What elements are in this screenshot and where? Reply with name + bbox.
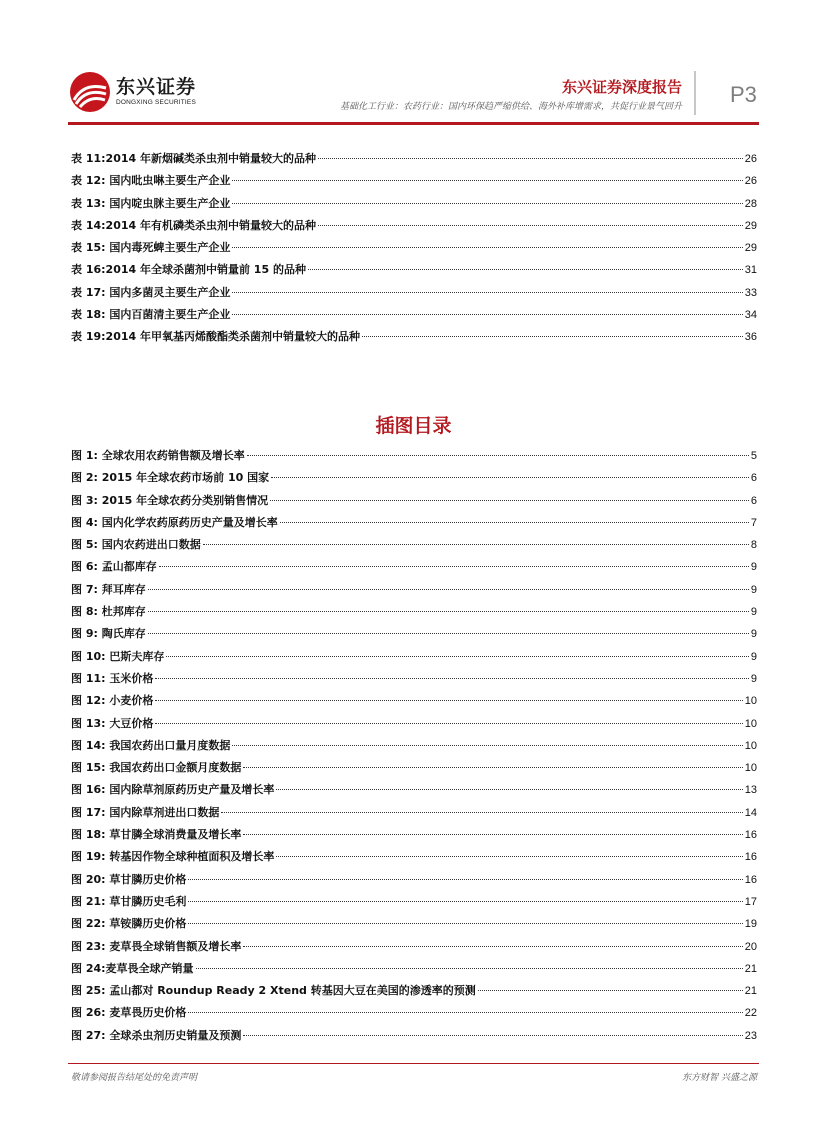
toc-entry[interactable] (71, 195, 757, 217)
toc-entry-label: 图 22: 草铵膦历史价格 (71, 917, 187, 931)
toc-entry[interactable] (71, 938, 757, 960)
toc-entry-label: 表 16:2014 年全球杀菌剂中销量前 15 的品种 (71, 263, 306, 277)
toc-entry-page: 36 (744, 331, 757, 344)
toc-entry[interactable] (71, 781, 757, 803)
toc-leader (280, 522, 749, 523)
company-logo (68, 70, 208, 114)
toc-leader (362, 336, 743, 337)
report-title: 东兴证券深度报告 (561, 78, 682, 96)
toc-leader (188, 901, 742, 902)
toc-entry[interactable] (71, 893, 757, 915)
toc-entry[interactable] (71, 871, 757, 893)
toc-leader (196, 968, 743, 969)
toc-leader (159, 566, 749, 567)
toc-entry-label: 图 25: 孟山都对 Roundup Ready 2 Xtend 转基因大豆在美国的渗透率的预测 (71, 984, 476, 998)
toc-entry-label: 图 5: 国内农药进出口数据 (71, 538, 201, 552)
toc-entry-label: 表 12: 国内吡虫啉主要生产企业 (71, 174, 231, 188)
toc-entry[interactable] (71, 469, 757, 491)
toc-entry-page: 13 (744, 784, 757, 797)
toc-entry-page: 6 (750, 494, 757, 507)
toc-entry-label: 图 17: 国内除草剂进出口数据 (71, 805, 220, 819)
toc-entry[interactable] (71, 328, 757, 350)
header-divider (694, 71, 696, 115)
toc-leader (247, 455, 749, 456)
toc-entry-label: 图 21: 草甘膦历史毛利 (71, 894, 187, 908)
footer-rule (68, 1063, 759, 1064)
toc-entry-page: 28 (744, 197, 757, 210)
toc-entry[interactable] (71, 581, 757, 603)
toc-entry[interactable] (71, 306, 757, 328)
toc-entry[interactable] (71, 915, 757, 937)
toc-leader (232, 314, 742, 315)
toc-leader (243, 1035, 742, 1036)
toc-entry-page: 20 (744, 940, 757, 953)
toc-entry-label: 表 19:2014 年甲氧基丙烯酸酯类杀菌剂中销量较大的品种 (71, 330, 360, 344)
toc-entry-label: 表 11:2014 年新烟碱类杀虫剂中销量较大的品种 (71, 152, 316, 165)
toc-leader (155, 700, 742, 701)
toc-entry-page: 9 (750, 650, 757, 663)
toc-entry-page: 19 (744, 918, 757, 931)
toc-leader (221, 812, 742, 813)
toc-entry-label: 图 9: 陶氏库存 (71, 627, 146, 641)
toc-leader (478, 990, 743, 991)
toc-entry-page: 10 (744, 739, 757, 752)
toc-leader (148, 633, 749, 634)
toc-entry-page: 6 (750, 472, 757, 485)
toc-entry[interactable] (71, 848, 757, 870)
toc-entry-page: 16 (744, 873, 757, 886)
toc-entry[interactable] (71, 715, 757, 737)
toc-leader (243, 946, 742, 947)
toc-entry-label: 图 4: 国内化学农药原药历史产量及增长率 (71, 515, 278, 529)
toc-entry-label: 图 6: 孟山都库存 (71, 560, 157, 574)
toc-entry[interactable] (71, 239, 757, 261)
toc-entry[interactable] (71, 1027, 757, 1049)
toc-entry-label: 图 2: 2015 年全球农药市场前 10 国家 (71, 471, 270, 485)
toc-entry-label: 表 17: 国内多菌灵主要生产企业 (71, 285, 231, 299)
toc-entry-page: 31 (744, 264, 757, 277)
toc-entry[interactable] (71, 1004, 757, 1026)
toc-entry-page: 17 (744, 895, 757, 908)
toc-leader (148, 611, 749, 612)
page-number: P3 (730, 82, 757, 107)
toc-entry-label: 图 1: 全球农用农药销售额及增长率 (71, 449, 245, 462)
toc-entry-page: 10 (744, 717, 757, 730)
toc-leader (243, 834, 742, 835)
toc-entry-label: 图 12: 小麦价格 (71, 694, 154, 708)
toc-entry-page: 9 (750, 583, 757, 596)
toc-leader (232, 745, 742, 746)
toc-entry-page: 14 (744, 806, 757, 819)
toc-entry[interactable] (71, 284, 757, 306)
toc-leader (232, 292, 742, 293)
figures-section-title: 插图目录 (375, 415, 452, 437)
toc-entry[interactable] (71, 447, 757, 469)
toc-entry[interactable] (71, 536, 757, 558)
toc-entry[interactable] (71, 982, 757, 1004)
toc-entry[interactable] (71, 759, 757, 781)
toc-entry-label: 图 14: 我国农药出口量月度数据 (71, 738, 231, 752)
toc-leader (155, 723, 742, 724)
toc-entry-label: 图 13: 大豆价格 (71, 716, 154, 730)
footer-disclaimer: 敬请参阅报告结尾处的免责声明 (71, 1073, 198, 1083)
toc-entry-label: 图 15: 我国农药出口金额月度数据 (71, 761, 242, 775)
toc-entry-label: 表 18: 国内百菌清主要生产企业 (71, 308, 231, 322)
toc-entry-page: 9 (750, 672, 757, 685)
toc-leader (271, 477, 749, 478)
toc-entry[interactable] (71, 492, 757, 514)
toc-leader (188, 1012, 742, 1013)
toc-entry-page: 9 (750, 606, 757, 619)
toc-leader (203, 544, 749, 545)
toc-entry-page: 10 (744, 762, 757, 775)
toc-entry[interactable] (71, 960, 757, 982)
toc-entry[interactable] (71, 826, 757, 848)
toc-entry-label: 表 14:2014 年有机磷类杀虫剂中销量较大的品种 (71, 218, 316, 232)
toc-leader (188, 923, 742, 924)
toc-entry-label: 图 19: 转基因作物全球种植面积及增长率 (71, 850, 275, 864)
toc-entry-page: 21 (744, 985, 757, 998)
tables-toc (71, 150, 757, 351)
logo-text-en: DONGXING SECURITIES (116, 99, 197, 106)
toc-leader (232, 247, 742, 248)
toc-entry-label: 图 20: 草甘膦历史价格 (71, 872, 187, 886)
toc-entry-label: 图 23: 麦草畏全球销售额及增长率 (71, 939, 242, 953)
toc-entry-page: 23 (744, 1029, 757, 1042)
toc-entry[interactable] (71, 603, 757, 625)
toc-entry-label: 图 24:麦草畏全球产销量 (71, 961, 194, 975)
toc-entry[interactable] (71, 692, 757, 714)
toc-entry[interactable] (71, 514, 757, 536)
report-subtitle: 基础化工行业：农药行业：国内环保趋严缩供给、海外补库增需求，共促行业景气回升 (339, 102, 682, 112)
toc-entry-label: 图 10: 巴斯夫库存 (71, 649, 165, 663)
toc-entry-page: 10 (744, 695, 757, 708)
toc-entry-page: 16 (744, 851, 757, 864)
toc-entry-label: 图 7: 拜耳库存 (71, 582, 146, 596)
toc-entry-label: 图 26: 麦草畏历史价格 (71, 1006, 187, 1020)
logo-text-cn: 东兴证券 (116, 76, 197, 98)
toc-entry-label: 表 13: 国内啶虫脒主要生产企业 (71, 196, 231, 210)
toc-entry[interactable] (71, 558, 757, 580)
header-rule (68, 122, 759, 125)
toc-entry-page: 26 (744, 175, 757, 188)
toc-leader (308, 269, 743, 270)
toc-leader (232, 203, 742, 204)
toc-entry-page: 26 (744, 153, 757, 165)
toc-leader (148, 589, 749, 590)
toc-entry[interactable] (71, 625, 757, 647)
toc-entry[interactable] (71, 261, 757, 283)
toc-entry-label: 图 8: 杜邦库存 (71, 605, 146, 619)
toc-leader (188, 879, 742, 880)
toc-entry-page: 16 (744, 829, 757, 842)
toc-entry-label: 表 15: 国内毒死蜱主要生产企业 (71, 241, 231, 255)
toc-leader (318, 225, 743, 226)
toc-entry[interactable] (71, 150, 757, 172)
toc-entry-label: 图 27: 全球杀虫剂历史销量及预测 (71, 1028, 242, 1042)
toc-leader (155, 678, 749, 679)
toc-entry-label: 图 11: 玉米价格 (71, 671, 154, 685)
toc-leader (232, 180, 742, 181)
toc-leader (166, 656, 749, 657)
toc-entry[interactable] (71, 172, 757, 194)
toc-entry-page: 9 (750, 628, 757, 641)
toc-entry[interactable] (71, 648, 757, 670)
toc-entry-page: 21 (744, 962, 757, 975)
toc-entry-label: 图 16: 国内除草剂原药历史产量及增长率 (71, 783, 275, 797)
toc-leader (276, 856, 742, 857)
toc-leader (318, 158, 743, 159)
toc-entry[interactable] (71, 804, 757, 826)
toc-leader (270, 500, 749, 501)
toc-entry-page: 7 (750, 516, 757, 529)
toc-leader (276, 789, 742, 790)
footer-slogan: 东方财智 兴盛之源 (682, 1073, 757, 1083)
toc-entry-page: 8 (750, 539, 757, 552)
toc-entry[interactable] (71, 670, 757, 692)
toc-leader (243, 767, 742, 768)
toc-entry[interactable] (71, 737, 757, 759)
toc-entry-page: 29 (744, 242, 757, 255)
toc-entry-page: 22 (744, 1007, 757, 1020)
toc-entry-label: 图 18: 草甘膦全球消费量及增长率 (71, 828, 242, 842)
dongxing-logo-icon (68, 70, 112, 114)
toc-entry-label: 图 3: 2015 年全球农药分类别销售情况 (71, 493, 269, 507)
figures-toc (71, 447, 757, 1049)
toc-entry[interactable] (71, 217, 757, 239)
toc-entry-page: 33 (744, 286, 757, 299)
toc-entry-page: 29 (744, 219, 757, 232)
toc-entry-page: 5 (750, 450, 757, 462)
toc-entry-page: 9 (750, 561, 757, 574)
toc-entry-page: 34 (744, 309, 757, 322)
